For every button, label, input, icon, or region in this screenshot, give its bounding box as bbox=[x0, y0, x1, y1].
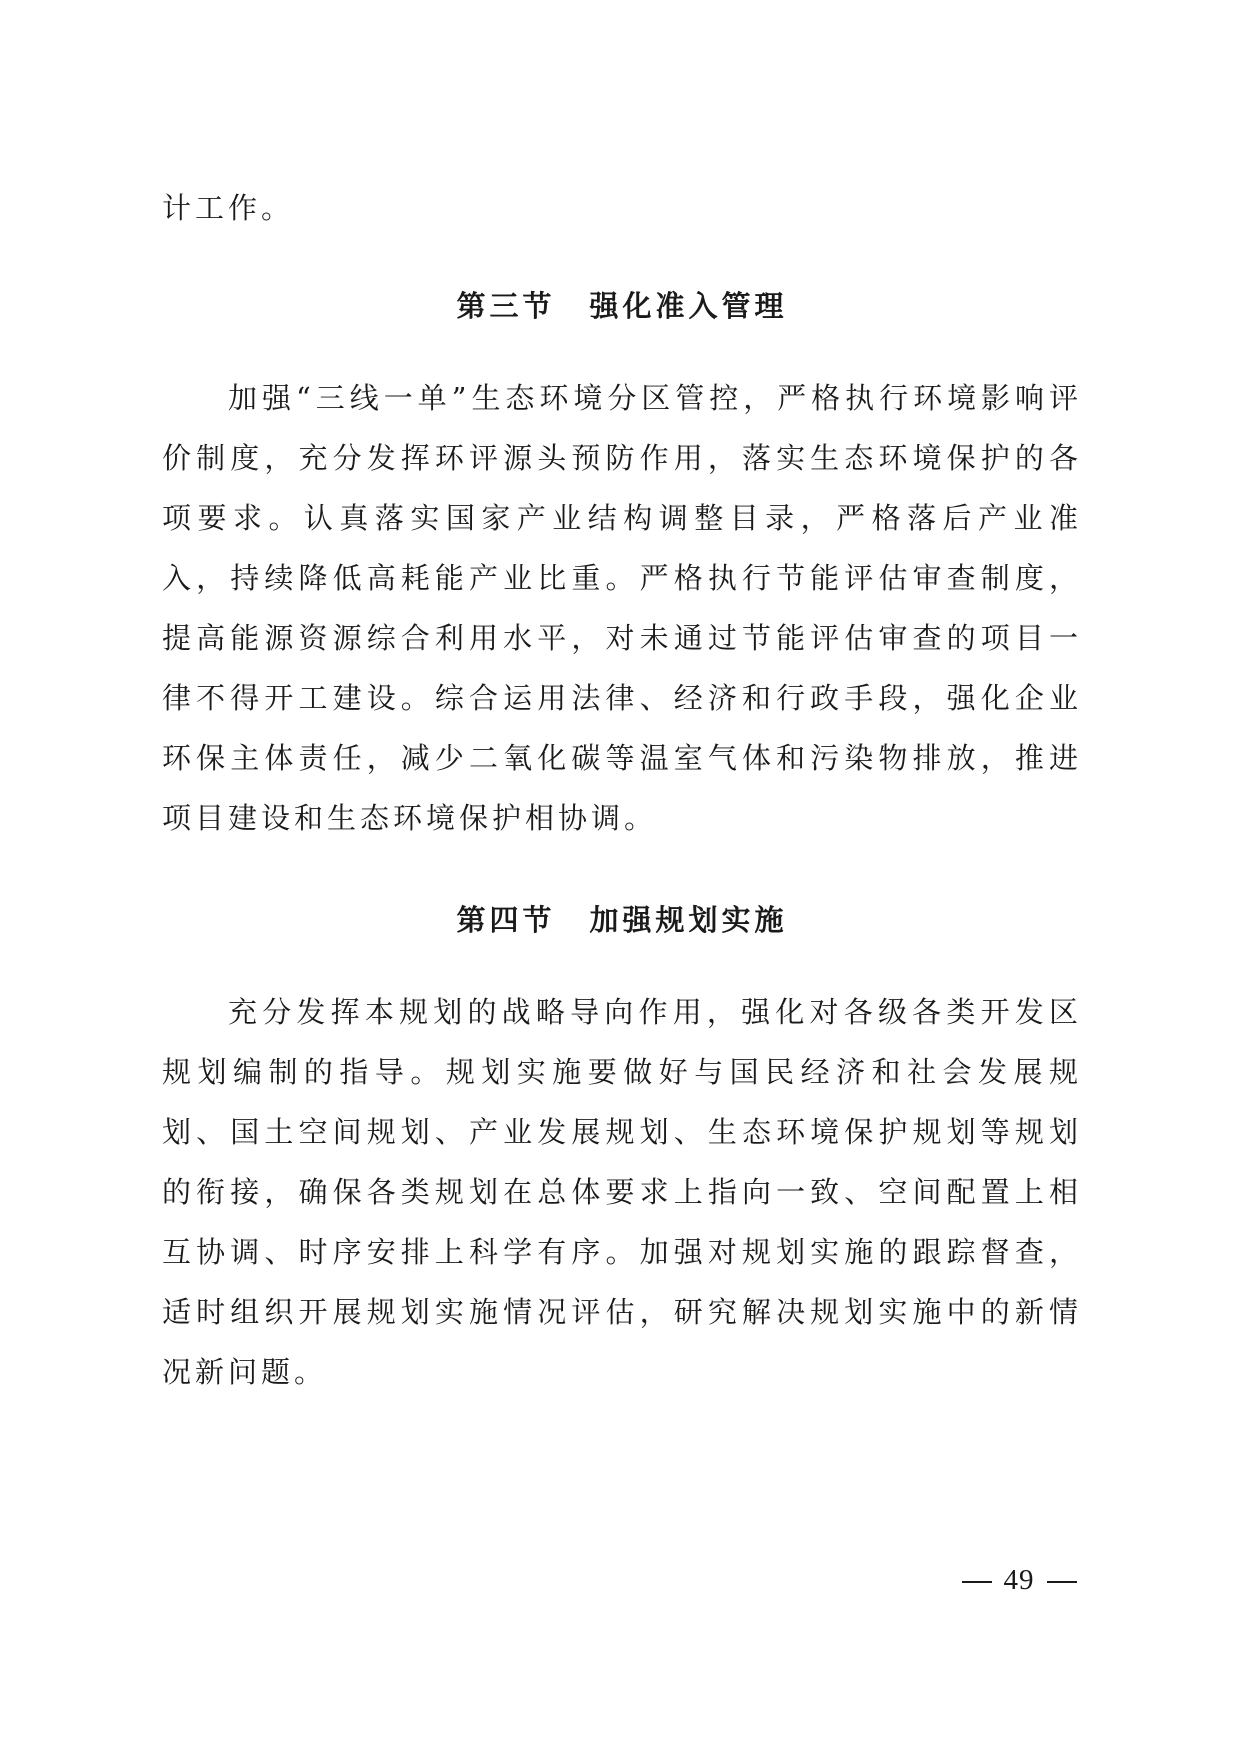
section-title: 加强规划实施 bbox=[589, 903, 788, 937]
right-dash bbox=[1047, 1581, 1077, 1583]
continued-paragraph: 计工作。 bbox=[162, 191, 295, 225]
section-heading-3 bbox=[162, 276, 1082, 336]
section-number: 第四节 bbox=[456, 903, 556, 937]
left-dash bbox=[962, 1581, 992, 1583]
page-number bbox=[944, 1560, 1094, 1600]
section-heading-4 bbox=[162, 890, 1082, 950]
page-number-value: 49 bbox=[1003, 1564, 1035, 1596]
section-4-paragraph: 充分发挥本规划的战略导向作用，强化对各级各类开发区规划编制的指导。规划实施要做好与国民经济和社会发展规划、国土空间规划、产业发展规划、生态环境保护规划等规划的衔接，确保各类规划在总体要求上指向一致、空间配置上相互协调、时序安排上科学有序。加强对规划实施的跟踪督查，适时组织开展规划实施情况评估，研究解决规划实施中的新情况新问题。 bbox=[162, 995, 1082, 1389]
section-title: 强化准入管理 bbox=[589, 289, 788, 323]
section-3-paragraph: 加强“三线一单”生态环境分区管控，严格执行环境影响评价制度，充分发挥环评源头预防作用，落实生态环境保护的各项要求。认真落实国家产业结构调整目录，严格落后产业准入，持续降低高耗能产业比重。严格执行节能评估审查制度，提高能源资源综合利用水平，对未通过节能评估审查的项目一律不得开工建设。综合运用法律、经济和行政手段，强化企业环保主体责任，减少二氧化碳等温室气体和污染物排放，推进项目建设和生态环境保护相协调。 bbox=[162, 381, 1082, 835]
section-number: 第三节 bbox=[456, 289, 556, 323]
